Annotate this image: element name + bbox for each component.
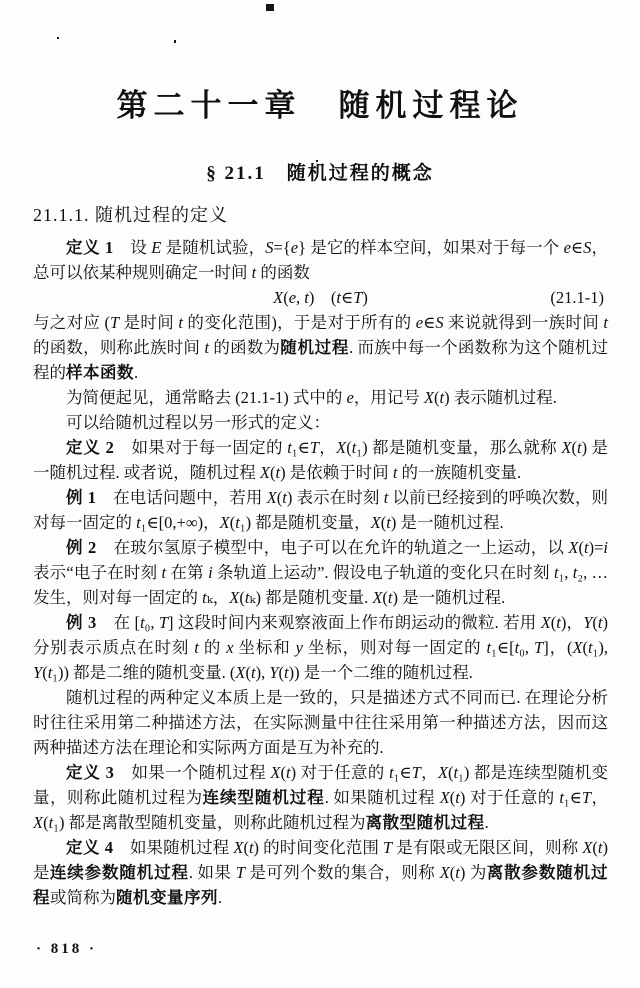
paragraph: 可以给随机过程以另一形式的定义： bbox=[66, 413, 330, 432]
paragraph: 定义 3 如果一个随机过程 X(t) 对于任意的 t₁∈T，X(t₁) 都是连续型随机变量，则称此随机过程为连续型随机过程. 如果随机过程 X(t) 对于任意的 t₁∈T，X(t₁) 都是离散型随机变量，则称此随机过程为离散型随机过程. bbox=[33, 763, 609, 832]
body-content bbox=[33, 235, 608, 910]
paragraph: 例 1 在电话问题中，若用 X(t) 表示在时刻 t 以前已经接到的呼唤次数，则对每一固定的 t₁∈[0,+∞)，X(t₁) 都是随机变量，X(t) 是一随机过程. bbox=[33, 488, 609, 532]
paragraph: 定义 4 如果随机过程 X(t) 的时间变化范围 T 是有限或无限区间，则称 X(t) 是连续参数随机过程. 如果 T 是可列个数的集合，则称 X(t) 为离散参数随机过程或简称为随机变量序列. bbox=[33, 838, 609, 907]
paragraph: 为简便起见，通常略去 (21.1-1) 式中的 e，用记号 X(t) 表示随机过程. bbox=[66, 388, 557, 407]
chapter-title: 第二十一章 随机过程论 bbox=[116, 88, 524, 123]
scan-artifact bbox=[266, 4, 274, 11]
section-title: § 21.1 随机过程的概念 bbox=[206, 163, 434, 184]
scan-artifact bbox=[174, 40, 176, 43]
scan-artifact bbox=[57, 37, 59, 39]
formula: X(e, t) (t∈T) bbox=[273, 288, 368, 307]
paragraph: 例 3 在 [t₀, T] 这段时间内来观察液面上作布朗运动的微粒. 若用 X(t)，Y(t) 分别表示质点在时刻 t 的 x 坐标和 y 坐标，则对每一固定的 t₁∈[t₀, T]，(X(t₁), Y(t₁)) 都是二维的随机变量. (X(t), Y(t)) 是一个二维的随机过程. bbox=[33, 613, 609, 682]
equation-number: (21.1-1) bbox=[550, 288, 604, 307]
paragraph: 与之对应 (T 是时间 t 的变化范围)，于是对于所有的 e∈S 来说就得到一族时间 t 的函数，则称此族时间 t 的函数为随机过程. 而族中每一个函数称为这个随机过程的样本函数. bbox=[33, 313, 609, 382]
formula-line bbox=[33, 285, 608, 310]
paragraph: 例 2 在玻尔氢原子模型中，电子可以在允许的轨道之一上运动，以 X(t)=i 表示“电子在时刻 t 在第 i 条轨道上运动”. 假设电子轨道的变化只在时刻 t₁, t₂, … 发生，则对每一固定的 tₖ，X(tₖ) 都是随机变量. X(t) 是一随机过程. bbox=[33, 538, 609, 607]
paragraph: 随机过程的两种定义本质上是一致的，只是描述方式不同而已. 在理论分析时往往采用第二种描述方法，在实际测量中往往采用第一种描述方法，因而这两种描述方法在理论和实际两方面是互为补充的. bbox=[33, 688, 608, 757]
subsection-title: 21.1.1. 随机过程的定义 bbox=[33, 205, 228, 225]
paragraph: 定义 1 设 E 是随机试验，S={e} 是它的样本空间，如果对于每一个 e∈S，总可以依某种规则确定一时间 t 的函数 bbox=[33, 238, 608, 282]
paragraph: 定义 2 如果对于每一固定的 t₁∈T，X(t₁) 都是随机变量，那么就称 X(t) 是一随机过程. 或者说，随机过程 X(t) 是依赖于时间 t 的一族随机变量. bbox=[33, 438, 609, 482]
page-number: · 818 · bbox=[36, 941, 98, 957]
